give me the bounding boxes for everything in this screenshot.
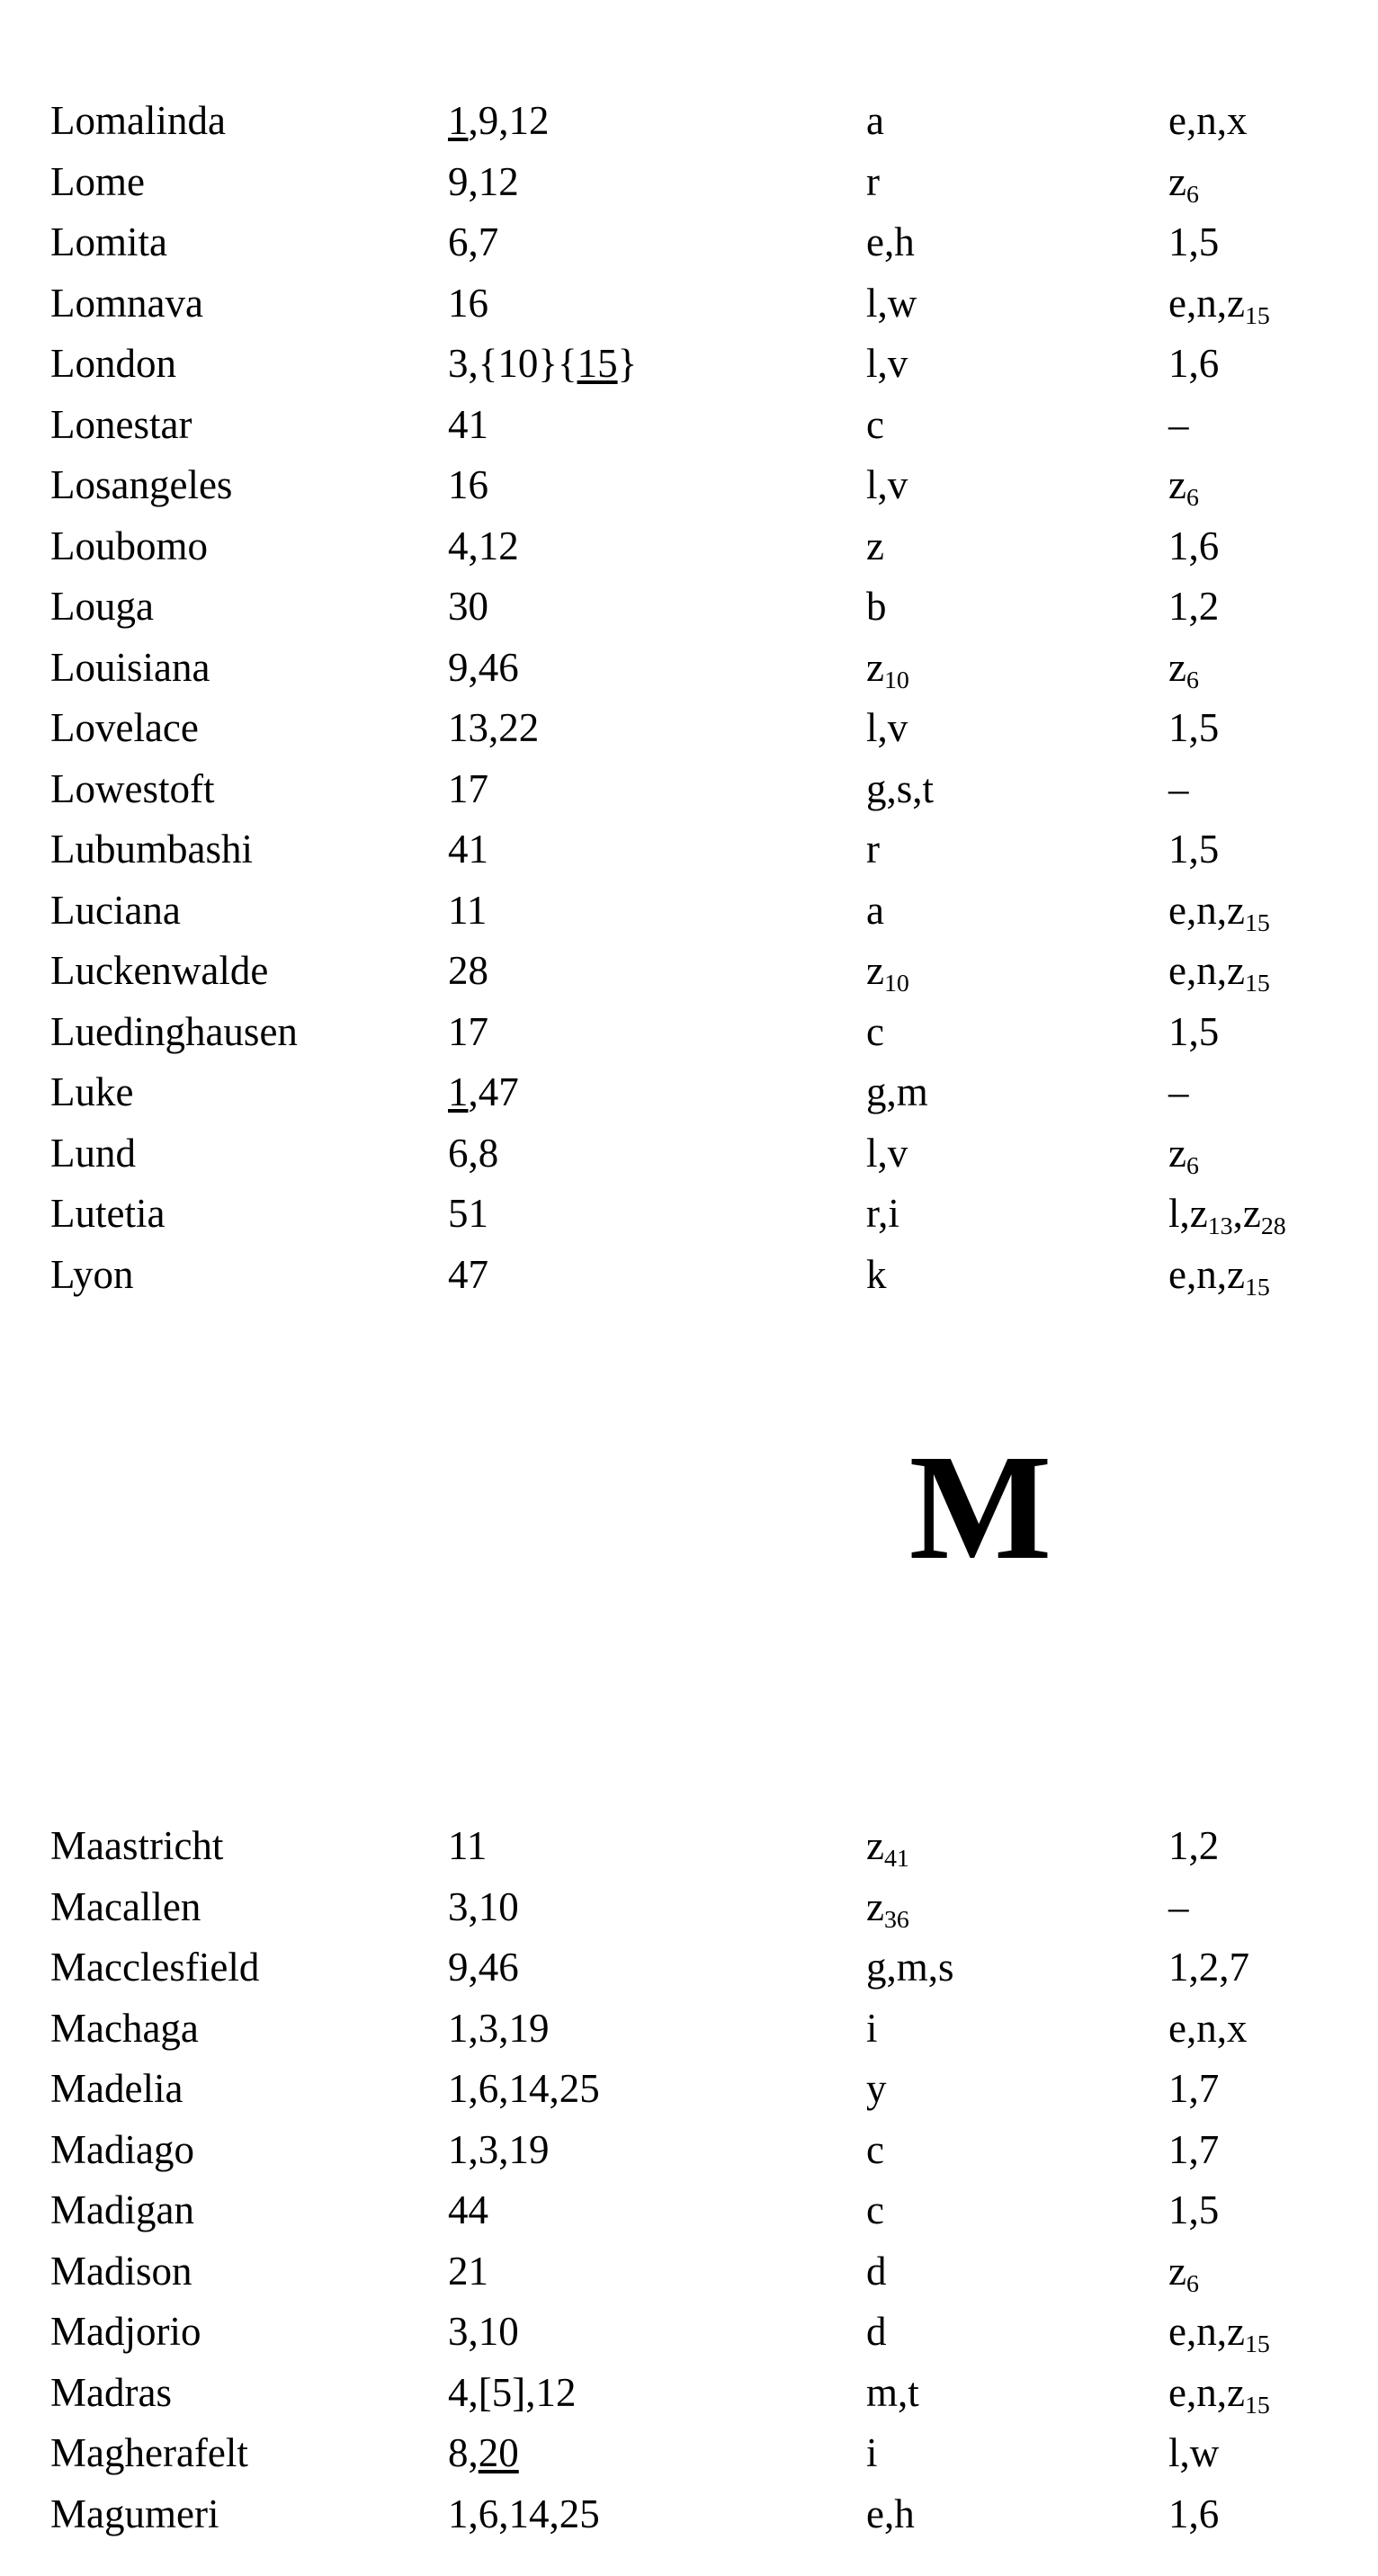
o-antigen-cell: 1,6,14,25: [448, 2491, 600, 2536]
h-antigen-phase1-cell: y: [866, 2066, 887, 2111]
o-antigen-cell: 3,10: [448, 2309, 519, 2354]
section-letter-glyph: M: [908, 1424, 1052, 1591]
h-antigen-phase1-cell: z: [866, 523, 884, 568]
table-row: [0, 1005, 1378, 1066]
h-antigen-phase2-cell: $e,n,z_{15}$: [1168, 887, 1270, 937]
h-antigen-phase2-cell: 1,6: [1168, 2491, 1220, 2536]
h-antigen-phase1-cell: $z_{36}$: [866, 1883, 909, 1934]
h-antigen-phase1-cell: d: [866, 2248, 887, 2294]
h-antigen-phase1-cell: c: [866, 2126, 884, 2172]
h-antigen-phase2-cell: $e,n,z_{15}$: [1168, 2369, 1270, 2419]
serotype-name-cell: Lovelace: [50, 705, 199, 750]
o-antigen-cell: 11: [448, 887, 488, 933]
h-antigen-phase1-cell: r,i: [866, 1191, 899, 1236]
serotype-name-cell: Lyon: [50, 1251, 134, 1297]
serotype-name-cell: Lubumbashi: [50, 827, 253, 872]
h-antigen-phase2-cell: $z_6$: [1168, 462, 1199, 512]
h-antigen-phase1-cell: g,m: [866, 1069, 928, 1114]
o-antigen-cell: 30: [448, 584, 488, 629]
table-row: [0, 579, 1378, 640]
h-antigen-phase1-cell: l,v: [866, 705, 908, 750]
h-antigen-phase2-cell: 1,5: [1168, 705, 1220, 750]
h-antigen-phase1-cell: l,w: [866, 280, 917, 326]
o-antigen-cell: 41: [448, 827, 488, 872]
serotype-name-cell: Luckenwalde: [50, 948, 269, 993]
serotype-name-cell: Luke: [50, 1069, 134, 1114]
h-antigen-phase2-cell: 1,5: [1168, 2187, 1220, 2232]
serotype-table-section-m: [0, 1819, 1378, 2547]
h-antigen-phase2-cell: –: [1168, 1069, 1189, 1114]
table-row: [0, 1065, 1378, 1126]
serotype-name-cell: Louga: [50, 584, 154, 629]
o-antigen-cell: 1,3,19: [448, 2126, 550, 2172]
table-row: [0, 2426, 1378, 2487]
table-row: [0, 276, 1378, 337]
table-row: [0, 640, 1378, 702]
table-row: [0, 883, 1378, 944]
h-antigen-phase2-cell: $e,n,z_{15}$: [1168, 1251, 1270, 1301]
serotype-name-cell: Louisiana: [50, 644, 210, 690]
h-antigen-phase1-cell: r: [866, 827, 880, 872]
serotype-name-cell: Lonestar: [50, 401, 192, 447]
table-row: [0, 701, 1378, 762]
h-antigen-phase2-cell: $e,n,z_{15}$: [1168, 2309, 1270, 2358]
h-antigen-phase2-cell: 1,2,7: [1168, 1945, 1249, 1990]
o-antigen-cell: 8,20: [448, 2430, 519, 2475]
h-antigen-phase1-cell: c: [866, 1008, 884, 1054]
serotype-name-cell: Machaga: [50, 2005, 199, 2051]
o-antigen-cell: 28: [448, 948, 488, 993]
serotype-name-cell: Luedinghausen: [50, 1008, 298, 1054]
table-row: [0, 822, 1378, 883]
o-antigen-cell: 4,12: [448, 523, 519, 568]
h-antigen-phase2-cell: e,n,x: [1168, 2005, 1248, 2051]
o-antigen-cell: 11: [448, 1823, 488, 1868]
table-row: [0, 1880, 1378, 1941]
serotype-name-cell: London: [50, 341, 176, 386]
h-antigen-phase1-cell: d: [866, 2309, 887, 2354]
serotype-name-cell: Lome: [50, 158, 145, 204]
o-antigen-cell: 13,22: [448, 705, 540, 750]
o-antigen-cell: 9,46: [448, 644, 519, 690]
h-antigen-phase2-cell: 1,5: [1168, 1008, 1220, 1054]
serotype-name-cell: Loubomo: [50, 523, 208, 568]
h-antigen-phase2-cell: l,w: [1168, 2430, 1220, 2475]
o-antigen-cell: 9,12: [448, 158, 519, 204]
h-antigen-phase1-cell: $z_{10}$: [866, 644, 909, 694]
serotype-name-cell: Lutetia: [50, 1191, 166, 1236]
h-antigen-phase2-cell: 1,6: [1168, 341, 1220, 386]
h-antigen-phase1-cell: $z_{10}$: [866, 948, 909, 997]
o-antigen-cell: 6,8: [448, 1130, 499, 1176]
serotype-name-cell: Lomnava: [50, 280, 203, 326]
table-row: [0, 519, 1378, 580]
h-antigen-phase2-cell: $l,z_{13},z_{28}$: [1168, 1191, 1286, 1240]
h-antigen-phase1-cell: i: [866, 2430, 878, 2475]
o-antigen-cell: 9,46: [448, 1945, 519, 1990]
serotype-name-cell: Madiago: [50, 2126, 194, 2172]
serotype-name-cell: Lomalinda: [50, 98, 226, 143]
o-antigen-cell: 4,[5],12: [448, 2369, 577, 2415]
h-antigen-phase2-cell: $e,n,z_{15}$: [1168, 948, 1270, 997]
h-antigen-phase1-cell: m,t: [866, 2369, 919, 2415]
serotype-name-cell: Madras: [50, 2369, 172, 2415]
serotype-name-cell: Macclesfield: [50, 1945, 260, 1990]
table-row: [0, 2244, 1378, 2305]
table-row: [0, 155, 1378, 216]
table-row: [0, 1940, 1378, 2001]
o-antigen-cell: 41: [448, 401, 488, 447]
table-row: [0, 398, 1378, 459]
serotype-name-cell: Madelia: [50, 2066, 183, 2111]
h-antigen-phase1-cell: g,m,s: [866, 1945, 954, 1990]
o-antigen-cell: 21: [448, 2248, 488, 2294]
o-antigen-cell: 47: [448, 1251, 488, 1297]
o-antigen-cell: 16: [448, 280, 488, 326]
h-antigen-phase2-cell: 1,2: [1168, 1823, 1220, 1868]
h-antigen-phase1-cell: g,s,t: [866, 765, 935, 811]
o-antigen-cell: 17: [448, 765, 488, 811]
serotype-name-cell: Lowestoft: [50, 765, 215, 811]
table-row: [0, 215, 1378, 276]
serotype-name-cell: Madigan: [50, 2187, 194, 2232]
h-antigen-phase1-cell: a: [866, 887, 884, 933]
table-row: [0, 336, 1378, 398]
o-antigen-cell: 1,47: [448, 1069, 519, 1114]
h-antigen-phase2-cell: –: [1168, 765, 1189, 811]
section-divider-letter: [0, 1424, 1378, 1591]
serotype-name-cell: Madison: [50, 2248, 192, 2294]
table-row: [0, 2062, 1378, 2123]
table-row: [0, 1186, 1378, 1248]
h-antigen-phase2-cell: 1,2: [1168, 584, 1220, 629]
h-antigen-phase1-cell: $z_{41}$: [866, 1823, 909, 1873]
serotype-table-section-l: [0, 94, 1378, 1308]
h-antigen-phase1-cell: l,v: [866, 341, 908, 386]
table-row: [0, 2366, 1378, 2427]
h-antigen-phase2-cell: –: [1168, 401, 1189, 447]
table-row: [0, 2487, 1378, 2548]
table-row: [0, 2123, 1378, 2184]
o-antigen-cell: 16: [448, 462, 488, 507]
o-antigen-cell: 3,10: [448, 1883, 519, 1929]
serotype-name-cell: Magherafelt: [50, 2430, 248, 2475]
h-antigen-phase2-cell: e,n,x: [1168, 98, 1248, 143]
h-antigen-phase1-cell: c: [866, 2187, 884, 2232]
serotype-name-cell: Magumeri: [50, 2491, 219, 2536]
h-antigen-phase2-cell: $z_6$: [1168, 644, 1199, 694]
h-antigen-phase1-cell: i: [866, 2005, 878, 2051]
h-antigen-phase2-cell: $z_6$: [1168, 158, 1199, 209]
o-antigen-cell: 1,6,14,25: [448, 2066, 600, 2111]
h-antigen-phase2-cell: $z_6$: [1168, 2248, 1199, 2298]
h-antigen-phase2-cell: 1,6: [1168, 523, 1220, 568]
h-antigen-phase1-cell: c: [866, 401, 884, 447]
h-antigen-phase1-cell: k: [866, 1251, 887, 1297]
h-antigen-phase2-cell: 1,7: [1168, 2066, 1220, 2111]
o-antigen-cell: 1,9,12: [448, 98, 550, 143]
serotype-name-cell: Macallen: [50, 1883, 201, 1929]
o-antigen-cell: 6,7: [448, 219, 499, 264]
table-row: [0, 2183, 1378, 2244]
h-antigen-phase1-cell: r: [866, 158, 880, 204]
h-antigen-phase1-cell: l,v: [866, 462, 908, 507]
h-antigen-phase2-cell: $e,n,z_{15}$: [1168, 280, 1270, 330]
h-antigen-phase1-cell: a: [866, 98, 884, 143]
h-antigen-phase2-cell: $z_6$: [1168, 1130, 1199, 1180]
table-row: [0, 458, 1378, 519]
table-row: [0, 1126, 1378, 1187]
h-antigen-phase1-cell: b: [866, 584, 887, 629]
h-antigen-phase2-cell: 1,5: [1168, 219, 1220, 264]
o-antigen-cell: 1,3,19: [448, 2005, 550, 2051]
h-antigen-phase1-cell: e,h: [866, 219, 915, 264]
table-row: [0, 94, 1378, 155]
h-antigen-phase1-cell: l,v: [866, 1130, 908, 1176]
h-antigen-phase1-cell: e,h: [866, 2491, 915, 2536]
table-row: [0, 1819, 1378, 1880]
table-row: [0, 2304, 1378, 2366]
h-antigen-phase2-cell: 1,7: [1168, 2126, 1220, 2172]
table-row: [0, 944, 1378, 1005]
table-row: [0, 1248, 1378, 1309]
serotype-name-cell: Luciana: [50, 887, 181, 933]
serotype-name-cell: Losangeles: [50, 462, 233, 507]
table-row: [0, 762, 1378, 823]
h-antigen-phase2-cell: –: [1168, 1883, 1189, 1929]
h-antigen-phase2-cell: 1,5: [1168, 827, 1220, 872]
o-antigen-cell: 3,{10}{15}: [448, 341, 638, 386]
o-antigen-cell: 44: [448, 2187, 488, 2232]
serotype-name-cell: Lund: [50, 1130, 136, 1176]
serotype-name-cell: Madjorio: [50, 2309, 201, 2354]
serotype-name-cell: Maastricht: [50, 1823, 224, 1868]
table-row: [0, 2001, 1378, 2062]
o-antigen-cell: 17: [448, 1008, 488, 1054]
serotype-name-cell: Lomita: [50, 219, 167, 264]
o-antigen-cell: 51: [448, 1191, 488, 1236]
